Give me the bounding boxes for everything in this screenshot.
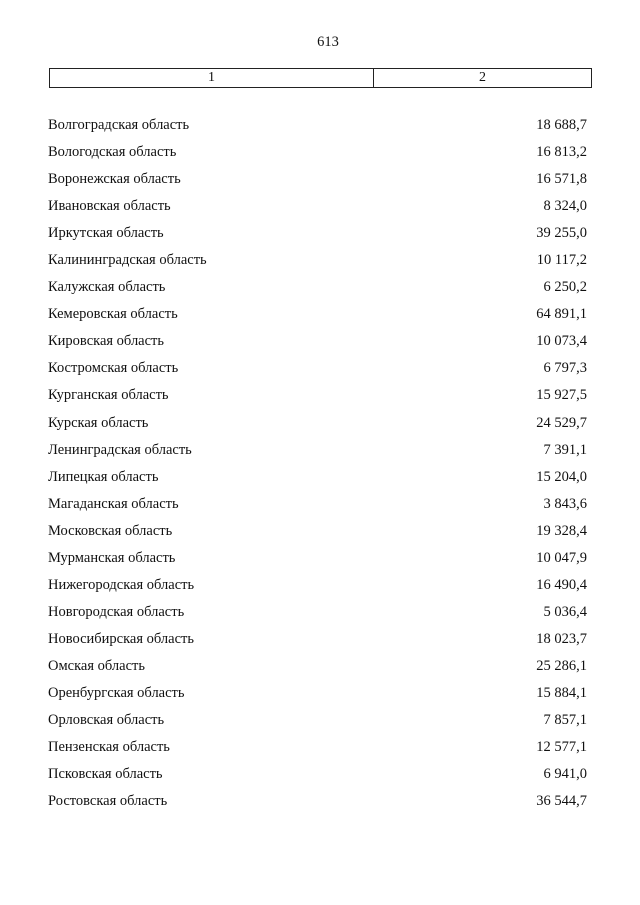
region-name: Магаданская область [48,495,179,512]
region-value: 10 047,9 [536,549,587,566]
region-value: 16 813,2 [536,144,587,161]
table-row [44,247,587,274]
region-name: Ивановская область [48,198,171,215]
region-name: Московская область [48,522,173,539]
region-name: Кировская область [48,333,165,350]
table-row [44,572,587,599]
region-list [44,112,587,815]
table-row [44,491,587,518]
table-row [44,761,587,788]
region-value: 18 023,7 [536,630,587,647]
region-value: 7 857,1 [543,712,587,729]
column-header-2: 2 [479,70,486,85]
region-name: Псковская область [48,766,163,783]
region-value: 6 250,2 [543,279,587,296]
region-name: Орловская область [48,712,165,729]
region-name: Мурманская область [48,549,176,566]
table-row [44,220,587,247]
region-value: 8 324,0 [543,198,587,215]
table-row [44,410,587,437]
region-name: Курганская область [48,387,169,404]
page-number: 613 [317,34,339,50]
region-value: 15 927,5 [536,387,587,404]
table-row [44,545,587,572]
region-name: Костромская область [48,360,179,377]
region-name: Калужская область [48,279,166,296]
region-value: 10 117,2 [536,252,587,269]
table-row [44,166,587,193]
table-row [44,193,587,220]
region-value: 12 577,1 [536,739,587,756]
table-row [44,680,587,707]
region-value: 3 843,6 [543,495,587,512]
table-row [44,301,587,328]
region-name: Оренбургская область [48,685,185,701]
table-row [44,139,587,166]
region-name: Новгородская область [48,603,185,620]
region-name: Липецкая область [48,468,159,485]
table-row [44,382,587,409]
table-row [44,437,587,464]
table-row [44,653,587,680]
region-value: 6 941,0 [543,766,587,783]
table-row [44,274,587,301]
region-value: 15 204,0 [536,468,587,485]
region-value: 39 255,0 [536,225,587,242]
region-name: Иркутская область [48,225,164,242]
region-name: Калининградская область [48,252,207,269]
region-name: Курская область [48,414,149,431]
region-value: 25 286,1 [536,657,587,674]
region-name: Нижегородская область [48,576,195,593]
region-value: 36 544,7 [536,793,587,810]
region-value: 19 328,4 [536,522,587,539]
column-header-1: 1 [50,69,374,87]
table-row [44,599,587,626]
table-row [44,707,587,734]
region-name: Кемеровская область [48,306,178,323]
region-value: 16 571,8 [536,171,587,188]
region-name: Волгоградская область [48,117,190,134]
region-name: Ленинградская область [48,441,192,458]
table-row [44,112,587,139]
region-name: Пензенская область [48,739,170,756]
region-value: 5 036,4 [543,603,587,620]
region-name: Вологодская область [48,144,177,161]
table-row [44,355,587,382]
table-row [44,788,587,815]
region-value: 10 073,4 [536,333,587,350]
table-row [44,626,587,653]
region-value: 16 490,4 [536,576,587,593]
region-value: 15 884,1 [536,685,587,701]
table-row [44,464,587,491]
region-name: Омская область [48,657,145,674]
region-value: 7 391,1 [543,441,587,458]
region-name: Новосибирская область [48,630,194,647]
region-name: Воронежская область [48,171,181,188]
table-row [44,734,587,761]
region-value: 24 529,7 [536,414,587,431]
region-name: Ростовская область [48,793,168,810]
table-row [44,518,587,545]
column-header-table [49,68,592,88]
region-value: 18 688,7 [536,117,587,134]
region-value: 6 797,3 [543,360,587,377]
table-row [44,328,587,355]
region-value: 64 891,1 [536,306,587,323]
